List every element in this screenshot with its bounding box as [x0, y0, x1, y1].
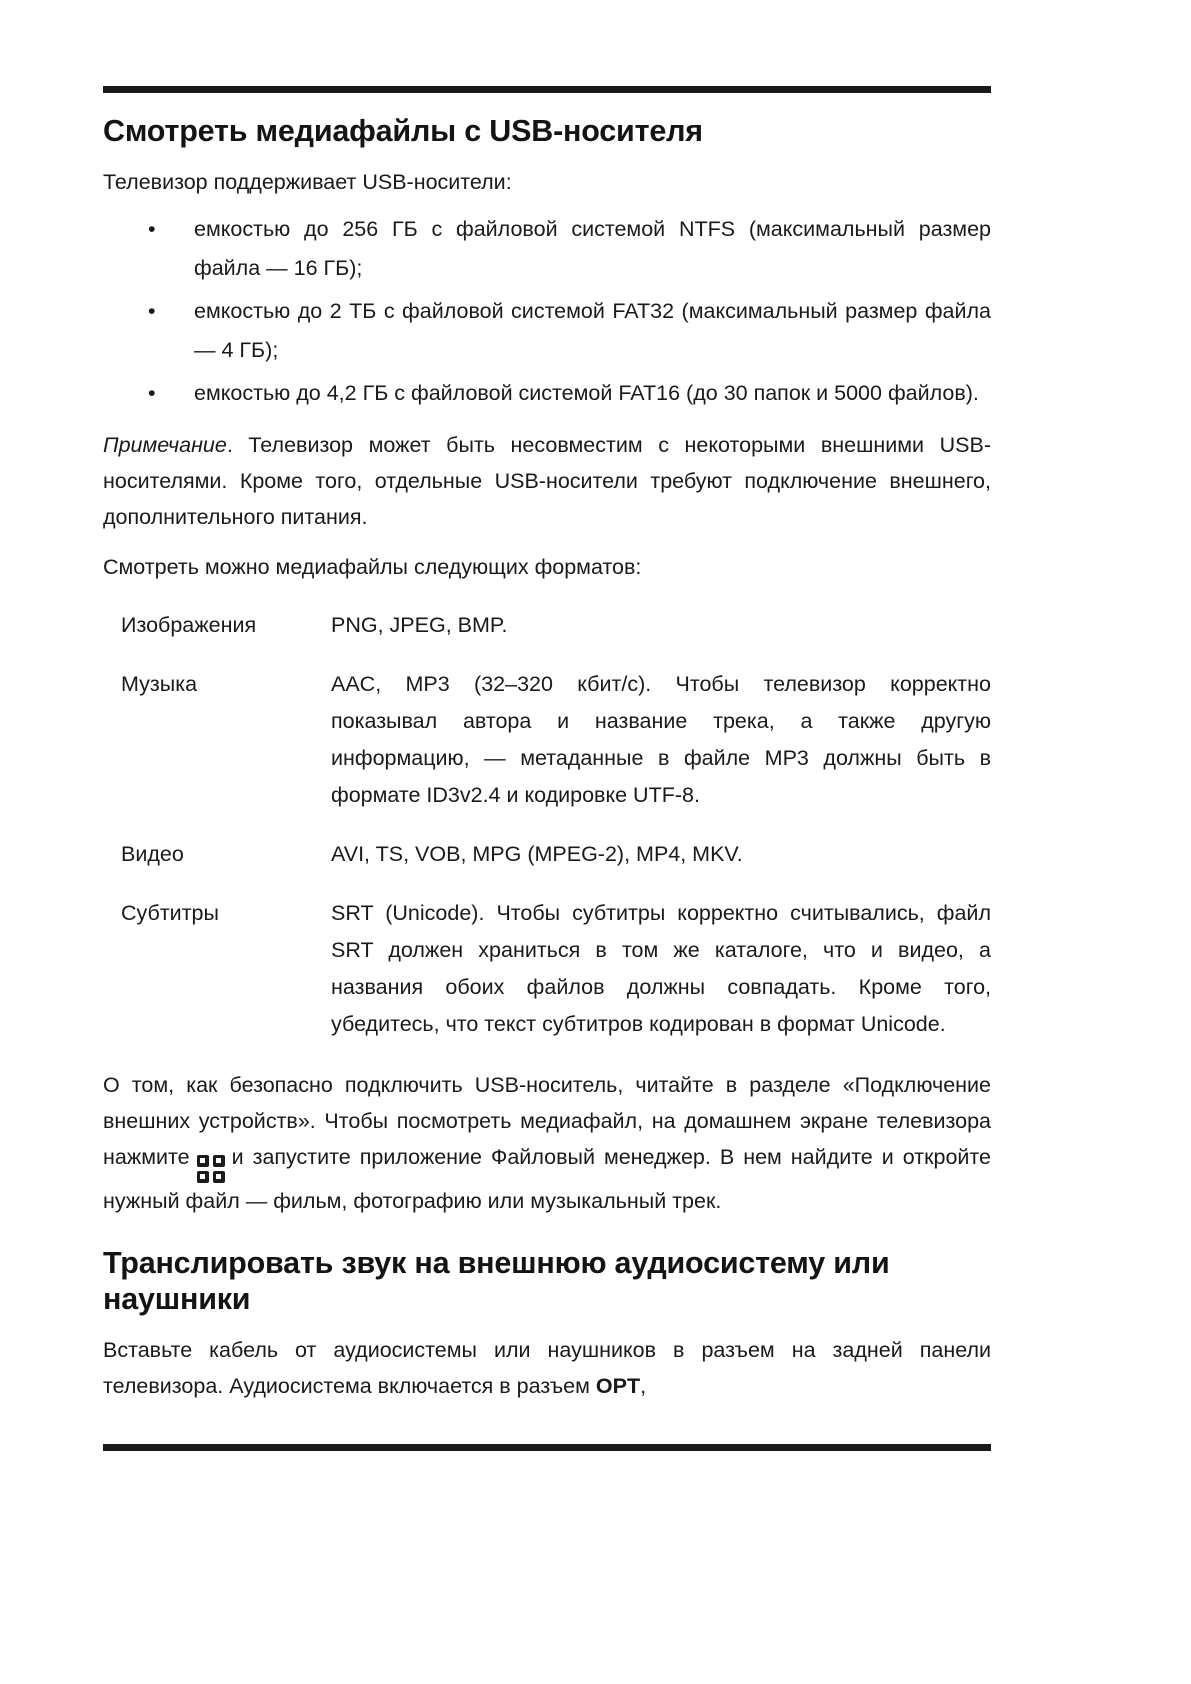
format-category-label: Музыка [121, 671, 198, 696]
list-item-text: емкостью до 4,2 ГБ с файловой системой FAT16 (до 30 папок и 5000 файлов). [194, 380, 979, 405]
apps-grid-square [197, 1155, 209, 1167]
page-content [103, 86, 991, 1404]
note-text: . Телевизор может быть несовместим с некоторыми внешними USB-носителями. Кроме того, отдельные USB-носители требуют подключение внешнего, дополнительного питания. [103, 432, 991, 529]
format-value: SRT (Unicode). Чтобы субтитры корректно считывались, файл SRT должен храниться в том же каталоге, что и видео, а названия обоих файлов должны совпадать. Кроме того, убедитесь, что текст субтитров кодирован в формат Unicode. [331, 900, 991, 1036]
intro-paragraph: Телевизор поддерживает USB-носители: [103, 169, 512, 194]
bullet-icon: • [148, 216, 156, 241]
note-label: Примечание [103, 432, 227, 457]
usb-instructions-paragraph [103, 1067, 991, 1219]
apps-grid-square [213, 1171, 225, 1183]
list-item [103, 374, 991, 413]
usb-instructions-part-1: О том, как безопасно подключить USB-носитель, читайте в разделе «Подключение внешних устройств». Чтобы посмотреть медиафайл, на домашнем экране телевизора нажмите [103, 1072, 991, 1169]
bullet-icon: • [148, 298, 156, 323]
list-item [103, 210, 991, 288]
format-value: PNG, JPEG, BMP. [331, 612, 508, 637]
apps-grid-square [197, 1171, 209, 1183]
format-category-label: Субтитры [121, 900, 219, 925]
top-rule [103, 86, 991, 93]
formats-intro-paragraph: Смотреть можно медиафайлы следующих форматов: [103, 554, 642, 579]
usb-instructions-part-2: и запустите приложение Файловый менеджер. В нем найдите и откройте нужный файл — фильм, фотографию или музыкальный трек. [103, 1144, 991, 1213]
opt-term: OPT [595, 1373, 641, 1398]
format-value: AAC, MP3 (32–320 кбит/с). Чтобы телевизор корректно показывал автора и название трека, а также другую информацию, — метаданные в файле MP3 должны быть в формате ID3v2.4 и кодировке UTF-8. [331, 671, 991, 807]
final-paragraph [103, 1332, 991, 1404]
media-formats-table [103, 607, 991, 1043]
format-value: AVI, TS, VOB, MPG (MPEG-2), MP4, MKV. [331, 841, 743, 866]
final-paragraph-part-1: Вставьте кабель от аудиосистемы или наушников в разъем на задней панели телевизора. Аудиосистема включается в разъем [103, 1337, 991, 1398]
page-title: Смотреть медиафайлы с USB-носителя [103, 114, 703, 148]
apps-grid-square [213, 1155, 225, 1167]
table-row [103, 666, 991, 836]
apps-grid-icon [197, 1155, 225, 1183]
format-category-label: Изображения [121, 612, 257, 637]
section-title-audio: Транслировать звук на внешнюю аудиосистему или наушники [103, 1245, 890, 1317]
usb-support-list [103, 210, 991, 413]
list-item [103, 292, 991, 370]
table-row [103, 895, 991, 1043]
bullet-icon: • [148, 380, 156, 405]
format-category-label: Видео [121, 841, 184, 866]
table-row [103, 836, 991, 895]
bottom-rule [103, 1444, 991, 1451]
list-item-text: емкостью до 256 ГБ с файловой системой NTFS (максимальный размер файла — 16 ГБ); [194, 216, 991, 280]
table-row [103, 607, 991, 666]
note-paragraph [103, 427, 991, 535]
list-item-text: емкостью до 2 ТБ с файловой системой FAT32 (максимальный размер файла — 4 ГБ); [194, 298, 991, 362]
final-paragraph-part-2: , [640, 1373, 647, 1398]
